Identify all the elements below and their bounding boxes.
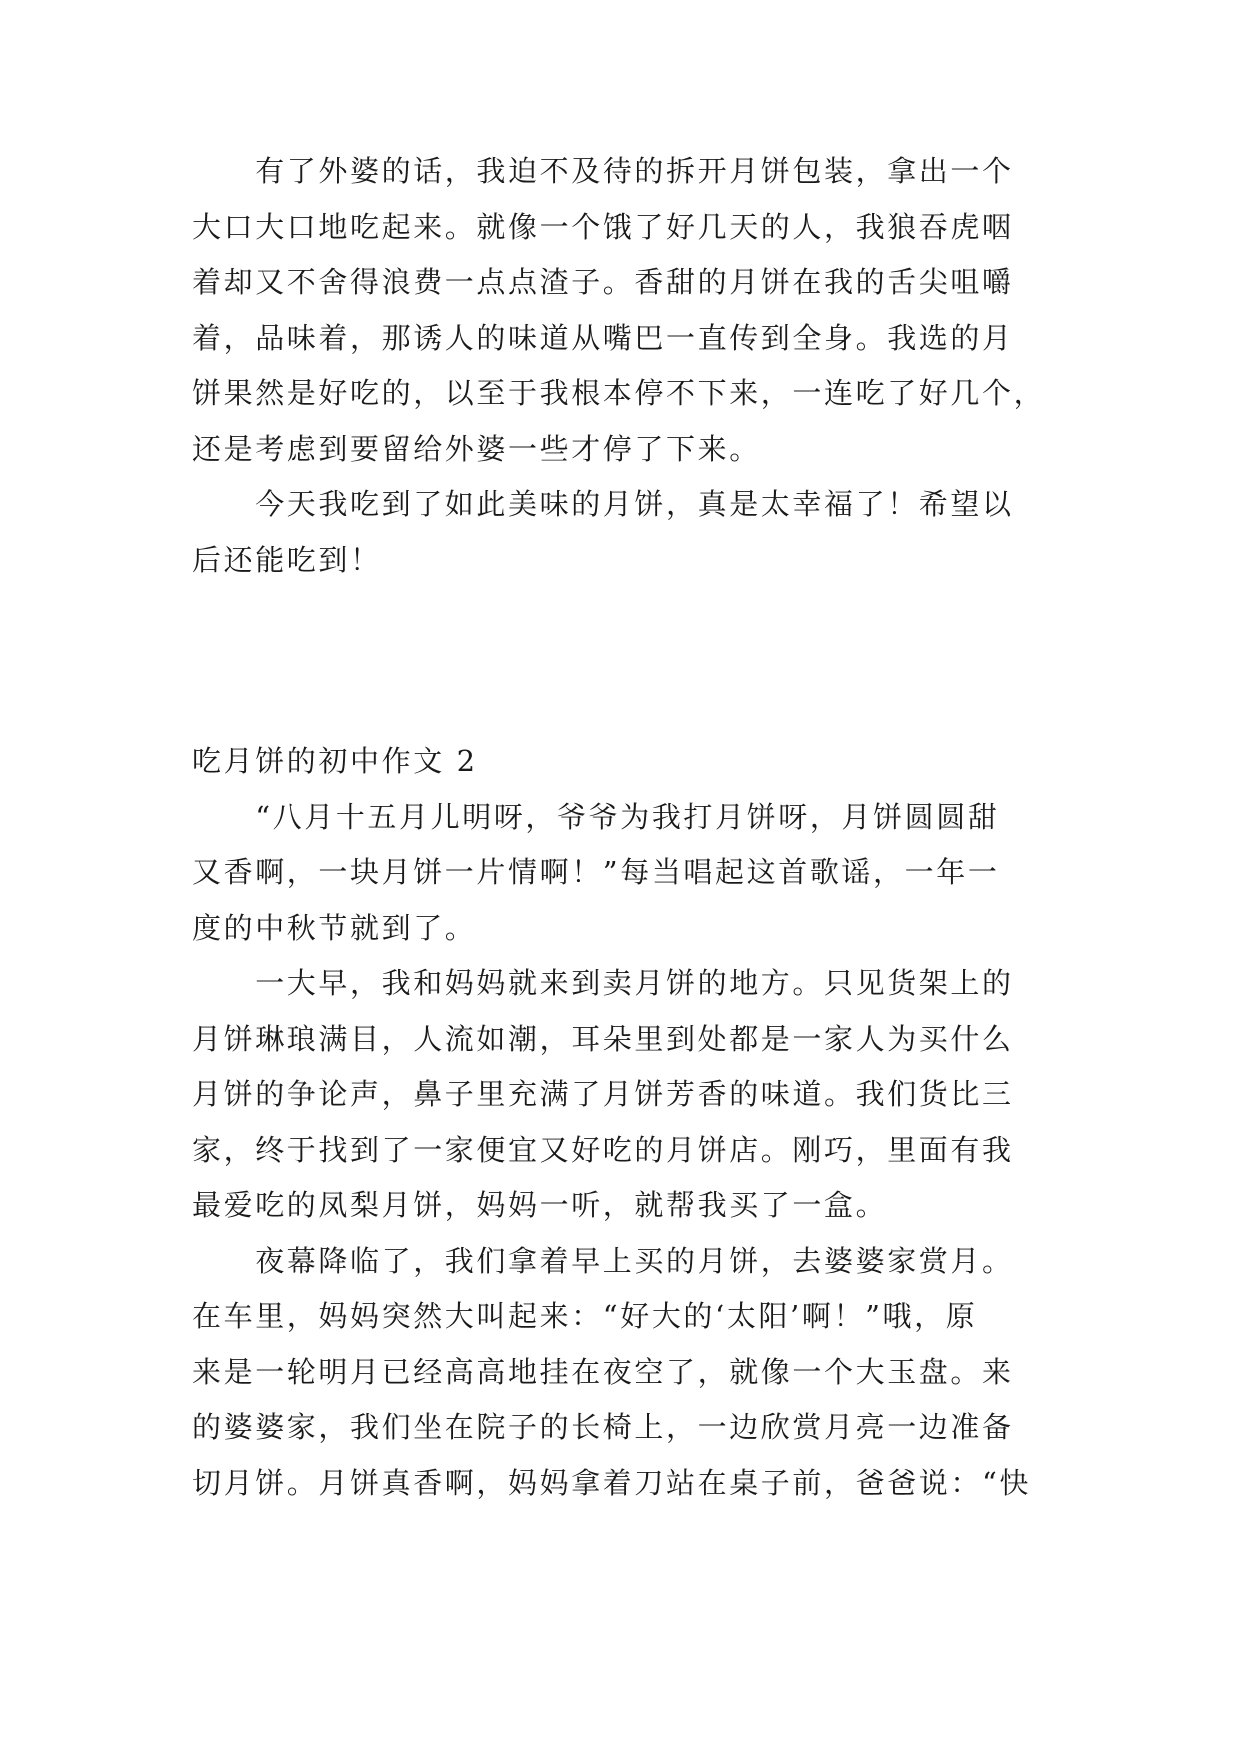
body-text-line: 着，品味着，那诱人的味道从嘴巴一直传到全身。我选的月 <box>192 321 1014 355</box>
body-text-line: 一大早，我和妈妈就来到卖月饼的地方。只见货架上的 <box>192 966 1014 1000</box>
body-text-line: 着却又不舍得浪费一点点渣子。香甜的月饼在我的舌尖咀嚼 <box>192 265 1014 299</box>
body-text-line: 月饼的争论声，鼻子里充满了月饼芳香的味道。我们货比三 <box>192 1077 1014 1111</box>
body-text-line: 最爱吃的凤梨月饼，妈妈一听，就帮我买了一盒。 <box>192 1188 888 1222</box>
body-text-line: 有了外婆的话，我迫不及待的拆开月饼包装，拿出一个 <box>192 154 1014 188</box>
body-text-line: 切月饼。月饼真香啊，妈妈拿着刀站在桌子前，爸爸说：“快 <box>192 1466 1032 1500</box>
body-text-line: 在车里，妈妈突然大叫起来：“好大的‘太阳’啊！”哦，原 <box>192 1299 978 1333</box>
body-text-line: 后还能吃到！ <box>192 543 382 577</box>
body-text-line: 夜幕降临了，我们拿着早上买的月饼，去婆婆家赏月。 <box>192 1244 1014 1278</box>
body-text-line: 今天我吃到了如此美味的月饼，真是太幸福了！希望以 <box>192 487 1014 521</box>
body-text-line: 大口大口地吃起来。就像一个饿了好几天的人，我狼吞虎咽 <box>192 210 1014 244</box>
body-text-line: “八月十五月儿明呀，爷爷为我打月饼呀，月饼圆圆甜 <box>192 800 1000 834</box>
body-text-line: 饼果然是好吃的，以至于我根本停不下来，一连吃了好几个， <box>192 376 1046 410</box>
body-text-line: 的婆婆家，我们坐在院子的长椅上，一边欣赏月亮一边准备 <box>192 1410 1014 1444</box>
body-text-line: 又香啊，一块月饼一片情啊！”每当唱起这首歌谣，一年一 <box>192 855 1000 889</box>
body-text-line: 家，终于找到了一家便宜又好吃的月饼店。刚巧，里面有我 <box>192 1133 1014 1167</box>
body-text-line: 来是一轮明月已经高高地挂在夜空了，就像一个大玉盘。来 <box>192 1355 1014 1389</box>
section-heading: 吃月饼的初中作文 2 <box>192 744 478 778</box>
body-text-line: 还是考虑到要留给外婆一些才停了下来。 <box>192 432 761 466</box>
body-text-line: 度的中秋节就到了。 <box>192 911 477 945</box>
body-text-line: 月饼琳琅满目，人流如潮，耳朵里到处都是一家人为买什么 <box>192 1022 1014 1056</box>
